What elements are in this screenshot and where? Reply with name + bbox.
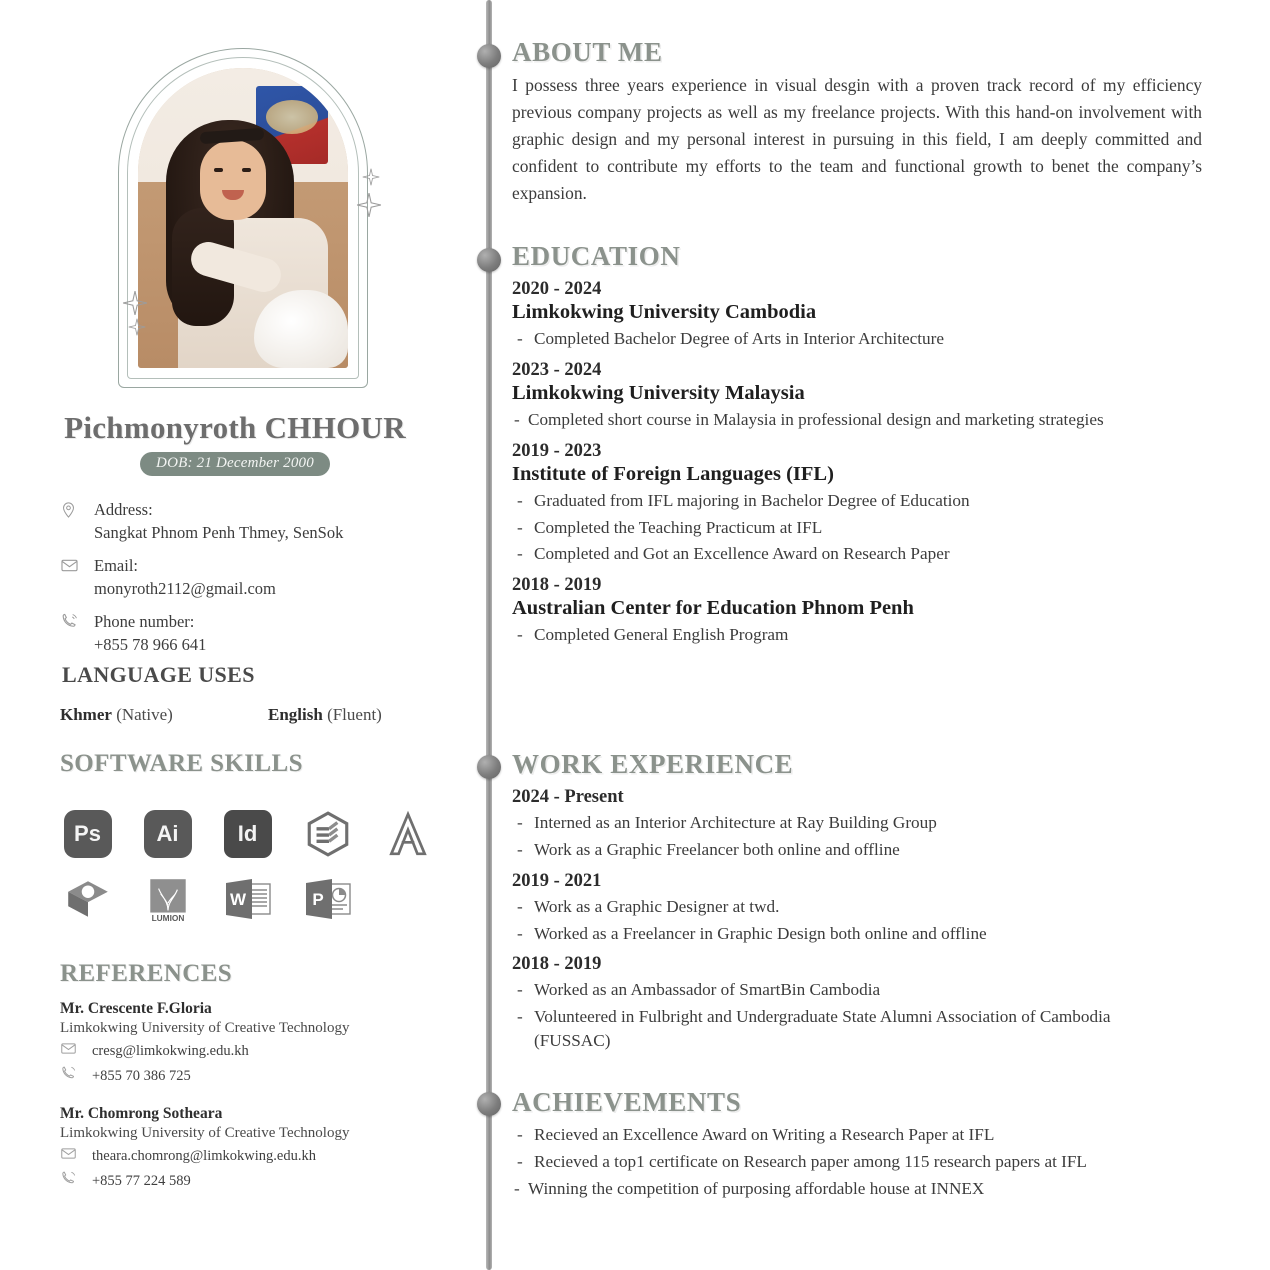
- reference-name-1: Mr. Crescente F.Gloria: [60, 1000, 212, 1017]
- education-entry-4: [512, 575, 1212, 647]
- references-section-title: REFERENCES: [60, 960, 233, 987]
- timeline-divider: [486, 0, 492, 1270]
- left-column: [0, 0, 470, 1270]
- photoshop-icon: [60, 806, 115, 861]
- lumion-icon: [140, 871, 195, 926]
- reference-phone-1: +855 70 386 725: [92, 1067, 191, 1084]
- language-level-khmer: (Native): [116, 705, 173, 724]
- page-title: Pichmonyroth CHHOUR: [64, 410, 406, 445]
- location-pin-icon: [60, 498, 94, 520]
- enscape-icon: [60, 871, 115, 926]
- contact-row-address: [60, 498, 460, 545]
- work-years-3: 2018 - 2019: [512, 954, 602, 975]
- work-years-2: 2019 - 2021: [512, 870, 602, 891]
- work-years-1: 2024 - Present: [512, 787, 624, 808]
- education-org-2: Limkokwing University Malaysia: [512, 382, 805, 405]
- contact-label-email: Email:: [94, 555, 138, 575]
- indesign-icon-label: Id: [237, 820, 258, 846]
- software-icon-row-1: [60, 806, 470, 861]
- education-org-3: Institute of Foreign Languages (IFL): [512, 462, 834, 485]
- timeline-dot-about: [477, 44, 501, 68]
- sketchup-icon: [300, 806, 355, 861]
- reference-email-row-2: [60, 1145, 470, 1167]
- language-level-english: (Fluent): [327, 705, 382, 724]
- envelope-icon: [60, 554, 94, 575]
- language-item-khmer: [60, 705, 173, 725]
- language-item-english: [268, 705, 382, 725]
- software-icon-grid: [60, 806, 470, 936]
- language-section-title: LANGUAGE USES: [62, 662, 255, 687]
- illustrator-icon: [140, 806, 195, 861]
- contact-row-phone: [60, 610, 460, 657]
- education-bullet-2-1: - Completed short course in Malaysia in professional design and marketing strategies: [514, 410, 1104, 430]
- work-bullet-3-1: - Worked as an Ambassador of SmartBin Cambodia: [517, 980, 881, 1000]
- status-badge: DOB: 21 December 2000: [140, 452, 330, 476]
- about-paragraph: I possess three years experience in visual desgin with a proven track record of my efficiency previous company projects as well as my freelance projects. With this hand-on involvement with graphic design and my personal interest in pursuing in this field, I am deeply committed and confident to contribute my efforts to the team and functional growth to benet the company’s expansion.: [512, 75, 1202, 204]
- education-section: [512, 242, 1212, 649]
- reference-item-2: [60, 1105, 470, 1192]
- education-entry-3: [512, 441, 1212, 566]
- education-years-2: 2023 - 2024: [512, 360, 602, 381]
- contact-value-phone: +855 78 966 641: [94, 635, 207, 655]
- reference-item-1: [60, 1000, 470, 1087]
- education-org-1: Limkokwing University Cambodia: [512, 301, 817, 324]
- envelope-icon: [60, 1040, 92, 1062]
- software-section-title: SOFTWARE SKILLS: [60, 750, 303, 777]
- education-years-3: 2019 - 2023: [512, 440, 602, 461]
- reference-phone-row-1: [60, 1065, 470, 1087]
- work-bullet-1-1: - Interned as an Interior Architecture at Ray Building Group: [517, 813, 937, 833]
- work-entry-2: [512, 871, 1212, 945]
- phone-icon: [60, 610, 94, 631]
- work-bullet-3-2: - Volunteered in Fulbright and Undergraduate State Alumni Association of Cambodia (FUSSAC): [517, 1007, 1111, 1050]
- language-name-english: English: [268, 705, 323, 724]
- education-org-4: Australian Center for Education Phnom Penh: [512, 597, 914, 620]
- avatar: [138, 68, 348, 368]
- education-bullet-3-1: - Graduated from IFL majoring in Bachelor Degree of Education: [517, 490, 970, 510]
- word-icon: [220, 871, 275, 926]
- software-icon-row-2: [60, 871, 470, 926]
- achievements-section-title: ACHIEVEMENTS: [512, 1087, 742, 1117]
- powerpoint-icon: [300, 871, 355, 926]
- illustrator-icon-label: Ai: [156, 820, 179, 846]
- phone-icon: [60, 1170, 92, 1192]
- education-section-title: EDUCATION: [512, 241, 681, 271]
- contact-value-address: Sangkat Phnom Penh Thmey, SenSok: [94, 523, 344, 543]
- reference-org-1: Limkokwing University of Creative Technology: [60, 1020, 350, 1036]
- work-bullet-1-2: - Work as a Graphic Freelancer both online and offline: [517, 840, 900, 860]
- timeline-dot-work: [477, 755, 501, 779]
- reference-email-1[interactable]: cresg@limkokwing.edu.kh: [92, 1042, 249, 1059]
- autocad-icon: [380, 806, 435, 861]
- photoshop-icon-label: Ps: [74, 820, 101, 846]
- photo-frame: [118, 48, 368, 388]
- indesign-icon: [220, 806, 275, 861]
- word-icon-label: W: [229, 889, 246, 909]
- achievements-section: [512, 1088, 1212, 1201]
- dob-badge-wrap: [0, 452, 470, 476]
- achievement-bullet-3: - Winning the competition of purposing affordable house at INNEX: [514, 1178, 985, 1198]
- contact-list: [60, 498, 460, 666]
- education-bullet-3-2: - Completed the Teaching Practicum at IFL: [517, 517, 823, 537]
- education-entry-1: [512, 279, 1212, 351]
- education-bullet-3-3: - Completed and Got an Excellence Award on Research Paper: [517, 544, 950, 564]
- work-bullet-2-2: - Worked as a Freelancer in Graphic Design both online and offline: [517, 923, 987, 943]
- about-section: [512, 38, 1212, 207]
- work-section-title: WORK EXPERIENCE: [512, 749, 794, 779]
- powerpoint-icon-label: P: [311, 889, 324, 909]
- phone-icon: [60, 1065, 92, 1087]
- references-list: [60, 1000, 470, 1210]
- timeline-dot-achievements: [477, 1092, 501, 1116]
- reference-name-2: Mr. Chomrong Sotheara: [60, 1105, 223, 1122]
- achievement-bullet-1: - Recieved an Excellence Award on Writing a Research Paper at IFL: [517, 1125, 995, 1145]
- education-bullet-1-1: - Completed Bachelor Degree of Arts in Interior Architecture: [517, 329, 944, 349]
- reference-org-2: Limkokwing University of Creative Technology: [60, 1125, 350, 1141]
- lumion-icon-label: LUMION: [151, 912, 184, 923]
- language-name-khmer: Khmer: [60, 705, 112, 724]
- work-section: [512, 750, 1212, 1054]
- education-years-4: 2018 - 2019: [512, 575, 602, 596]
- contact-label-address: Address:: [94, 500, 153, 519]
- envelope-icon: [60, 1145, 92, 1167]
- timeline-dot-education: [477, 248, 501, 272]
- reference-phone-row-2: [60, 1170, 470, 1192]
- work-entry-3: [512, 954, 1212, 1052]
- work-entry-1: [512, 787, 1212, 861]
- education-entry-2: [512, 360, 1212, 432]
- education-years-1: 2020 - 2024: [512, 279, 602, 300]
- reference-phone-2: +855 77 224 589: [92, 1172, 191, 1189]
- work-bullet-2-1: - Work as a Graphic Designer at twd.: [517, 896, 780, 916]
- about-section-title: ABOUT ME: [512, 37, 663, 67]
- contact-label-phone: Phone number:: [94, 611, 195, 631]
- education-bullet-4-1: - Completed General English Program: [517, 625, 789, 645]
- reference-email-row-1: [60, 1040, 470, 1062]
- contact-value-email[interactable]: monyroth2112@gmail.com: [94, 579, 276, 599]
- reference-email-2[interactable]: theara.chomrong@limkokwing.edu.kh: [92, 1147, 316, 1164]
- contact-row-email: [60, 554, 460, 601]
- achievement-bullet-2: - Recieved a top1 certificate on Research paper among 115 research papers at IFL: [517, 1152, 1087, 1172]
